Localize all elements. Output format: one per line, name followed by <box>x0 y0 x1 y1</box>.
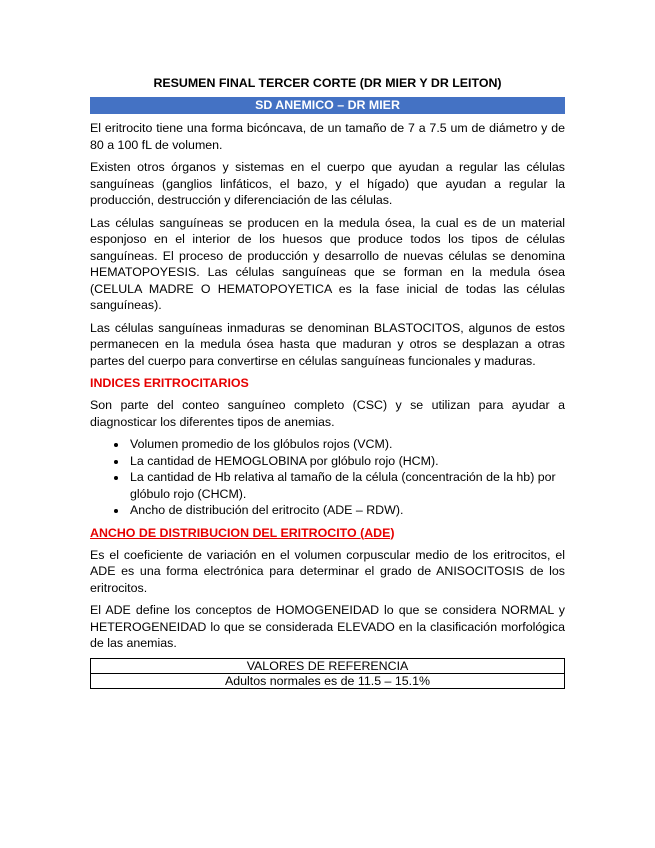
table-value-cell: Adultos normales es de 11.5 – 15.1% <box>91 673 565 688</box>
paragraph-blastocitos: Las células sanguíneas inmaduras se denominan BLASTOCITOS, algunos de estos permanecen en la medula ósea hasta que maduran y otros se desplazan a otras partes del cuerpo para convertirse en células sanguíneas funcionales y maduras. <box>90 320 565 368</box>
paragraph-indices: Son parte del conteo sanguíneo completo (CSC) y se utilizan para ayudar a diagnosticar los diferentes tipos de anemias. <box>90 398 565 429</box>
heading-ade: ANCHO DE DISTRIBUCION DEL ERITROCITO (ADE) <box>90 525 395 540</box>
table-row <box>91 658 565 673</box>
table-header-cell: VALORES DE REFERENCIA <box>91 658 565 673</box>
document-title: RESUMEN FINAL TERCER CORTE (DR MIER Y DR LEITON) <box>153 76 502 90</box>
list-item: • Volumen promedio de los glóbulos rojos (VCM). <box>128 436 565 453</box>
list-item: • La cantidad de Hb relativa al tamaño de la célula (concentración de la hb) por glóbulo rojo (CHCM). <box>128 469 565 502</box>
paragraph-hematopoyesis: Las células sanguíneas se producen en la medula ósea, la cual es de un material esponjoso en el interior de los huesos que produce todos los tipos de células sanguíneas. El proceso de producción y desarrollo de nuevas células se denomina HEMATOPOYESIS. Las células sanguíneas que se forman en la medula ósea (CELULA MADRE O HEMATOPOYETICA es la fase inicial de todas las células sanguíneas). <box>90 215 565 312</box>
section-banner: SD ANEMICO – DR MIER <box>90 97 565 114</box>
paragraph-organos: Existen otros órganos y sistemas en el cuerpo que ayudan a regular las células sanguíneas (ganglios linfáticos, el bazo, y el hígado) que ayudan a regular la producción, destrucción y diferenciación de las células. <box>90 160 565 207</box>
document-page <box>90 76 565 689</box>
table-row <box>91 673 565 688</box>
list-item: • La cantidad de HEMOGLOBINA por glóbulo rojo (HCM). <box>128 453 565 470</box>
paragraph-ade-conceptos: El ADE define los conceptos de HOMOGENEIDAD lo que se considera NORMAL y HETEROGENEIDAD lo que se considerada ELEVADO en la clasificación morfológica de las anemias. <box>90 603 565 650</box>
paragraph-ade-coeficiente: Es el coeficiente de variación en el volumen corpuscular medio de los eritrocitos, el ADE es una forma electrónica para determinar el grado de ANISOCITOSIS de los eritrocitos. <box>90 547 565 595</box>
paragraph-eritrocito: El eritrocito tiene una forma bicóncava, de un tamaño de 7 a 7.5 um de diámetro y de 80 a 100 fL de volumen. <box>90 121 565 152</box>
reference-values-table <box>90 658 565 689</box>
list-item: • Ancho de distribución del eritrocito (ADE – RDW). <box>128 502 565 519</box>
heading-indices-eritrocitarios: INDICES ERITROCITARIOS <box>90 376 249 390</box>
indices-list <box>90 436 565 519</box>
